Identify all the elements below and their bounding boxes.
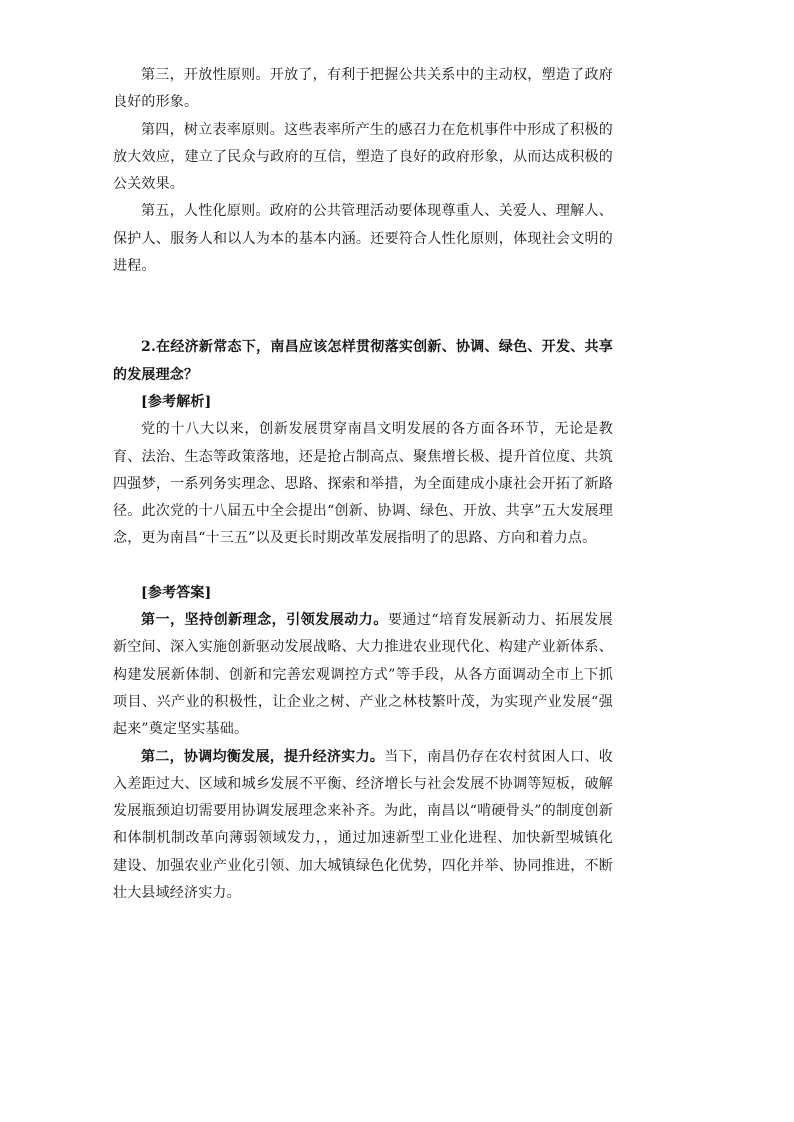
principle-paragraph-4: 第四，树立表率原则。这些表率所产生的感召力在危机事件中形成了积极的放大效应，建立了民众与政府的互信，塑造了良好的政府形象，从而达成积极的公关效果。 <box>113 121 613 193</box>
question-title: 2.在经济新常态下，南昌应该怎样贯彻落实创新、协调、绿色、开发、共享的发展理念？ <box>113 339 613 383</box>
principle-paragraph-3: 第三，开放性原则。开放了，有利于把握公共关系中的主动权，塑造了政府良好的形象。 <box>113 67 613 111</box>
answer-paragraph-1 <box>113 607 613 743</box>
answer-paragraph-2 <box>113 744 613 908</box>
answer-text-2: 当下，南昌仍存在农村贫困人口、收入差距过大、区域和城乡发展不平衡、经济增长与社会发展不协调等短板，破解发展瓶颈迫切需要用协调发展理念来补齐。为此，南昌以“啃硬骨头”的制度创新和体制机制改革向薄弱领域发力，，通过加速新型工业化进程、加快新型城镇化建设、加强农业产业化引领、加大城镇绿色化优势，四化并举、协同推进，不断壮大县域经济实力。 <box>113 748 613 902</box>
analysis-label: [参考解析] <box>141 393 212 410</box>
answer-spacer <box>113 553 613 580</box>
section-spacer <box>113 280 613 334</box>
analysis-paragraph: 党的十八大以来，创新发展贯穿南昌文明发展的各方面各环节，无论是教育、法治、生态等政策落地，还是抢占制高点、聚焦增长极、提升首位度、共筑四强梦，一系列务实理念、思路、探索和举措，为全面建成小康社会开拓了新路径。此次党的十八届五中全会提出“创新、协调、绿色、开放、共享”五大发展理念，更为南昌“十三五”以及更长时期改革发展指明了的思路、方向和着力点。 <box>113 421 613 547</box>
answer-label: [参考答案] <box>141 584 212 601</box>
answer-text-1: 要通过“培育发展新动力、拓展发展新空间、深入实施创新驱动发展战略、大力推进农业现代化、构建产业新体系、构建发展新体制、创新和完善宏观调控方式”等手段，从各方面调动全市上下抓项目、兴产业的积极性，让企业之树、产业之林枝繁叶茂，为实现产业发展“强起来”奠定坚实基础。 <box>113 612 613 738</box>
answer-lead-1: 第一，坚持创新理念，引领发展动力。 <box>141 612 388 629</box>
document-page <box>113 62 613 907</box>
answer-lead-2: 第二，协调均衡发展，提升经济实力。 <box>141 748 385 765</box>
principle-paragraph-5: 第五，人性化原则。政府的公共管理活动要体现尊重人、关爱人、理解人、保护人、服务人和以人为本的基本内涵。还要符合人性化原则，体现社会文明的进程。 <box>113 203 613 275</box>
